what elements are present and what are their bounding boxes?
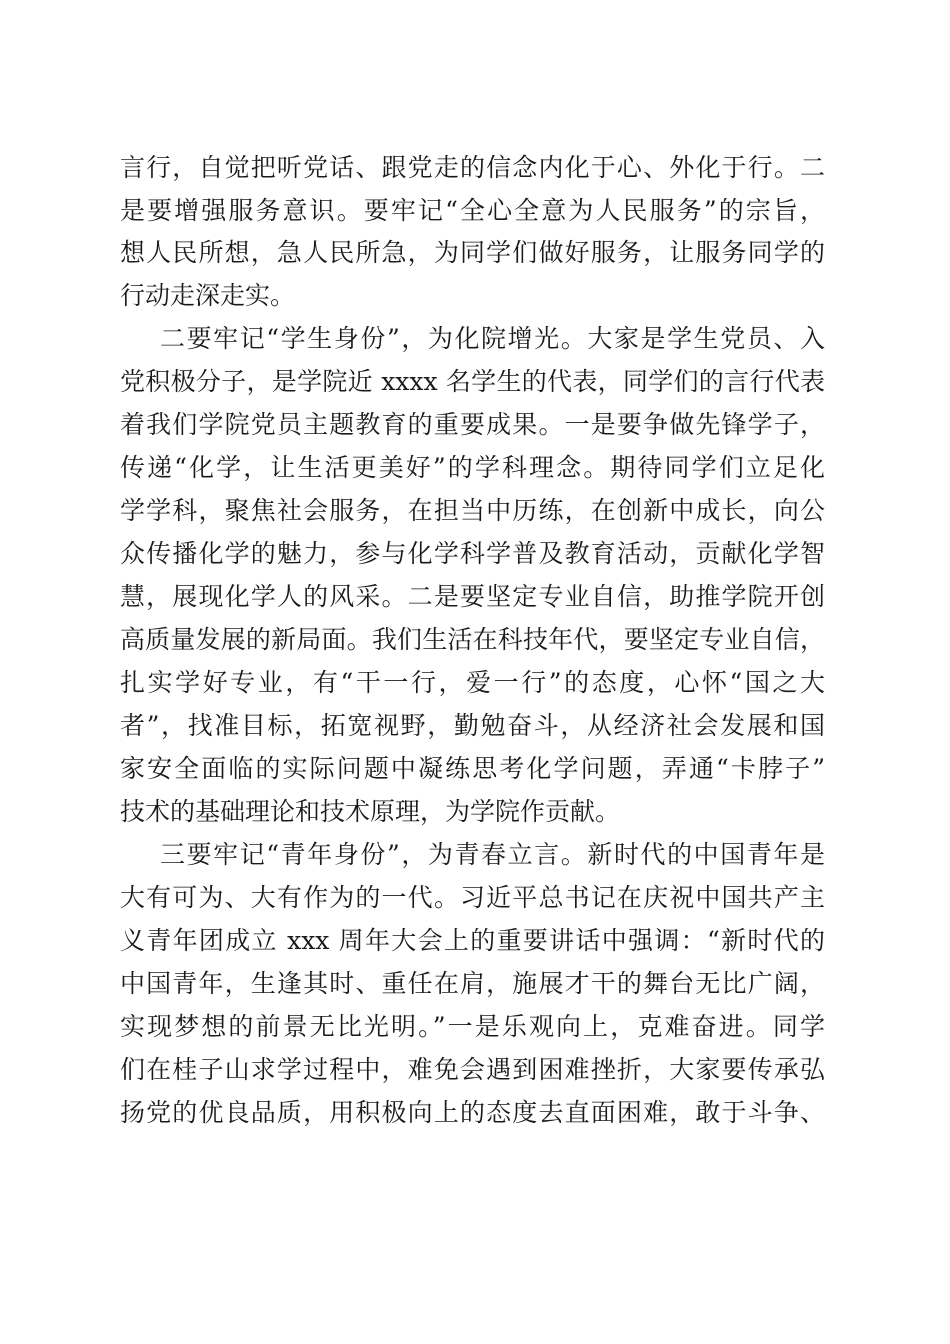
text-line: 扬党的优良品质，用积极向上的态度去直面困难，敢于斗争、 bbox=[120, 1098, 825, 1127]
text-line: 言行，自觉把听党话、跟党走的信念内化于心、外化于行。二 bbox=[120, 153, 825, 182]
text-line: 实现梦想的前景无比光明。”一是乐观向上，克难奋进。同学 bbox=[120, 1012, 825, 1041]
text-line: 家安全面临的实际问题中凝练思考化学问题，弄通“卡脖子” bbox=[120, 754, 825, 783]
text-line: 义青年团成立 xxx 周年大会上的重要讲话中强调：“新时代的 bbox=[120, 926, 825, 955]
text-line: 技术的基础理论和技术原理，为学院作贡献。 bbox=[120, 797, 621, 826]
text-line: 高质量发展的新局面。我们生活在科技年代，要坚定专业自信， bbox=[120, 625, 825, 654]
text-line: 们在桂子山求学过程中，难免会遇到困难挫折，大家要传承弘 bbox=[120, 1055, 825, 1084]
paragraph-first-line: 二要牢记“学生身份”，为化院增光。大家是学生党员、入 bbox=[160, 324, 825, 353]
text-line: 行动走深走实。 bbox=[120, 281, 296, 310]
text-line: 大有可为、大有作为的一代。习近平总书记在庆祝中国共产主 bbox=[120, 883, 825, 912]
text-line: 者”，找准目标，拓宽视野，勤勉奋斗，从经济社会发展和国 bbox=[120, 711, 825, 740]
text-line: 众传播化学的魅力，参与化学科学普及教育活动，贡献化学智 bbox=[120, 539, 825, 568]
text-line: 想人民所想，急人民所急，为同学们做好服务，让服务同学的 bbox=[120, 238, 825, 267]
text-line: 传递“化学，让生活更美好”的学科理念。期待同学们立足化 bbox=[120, 453, 825, 482]
text-line: 扎实学好专业，有“干一行，爱一行”的态度，心怀“国之大 bbox=[120, 668, 825, 697]
text-line: 党积极分子，是学院近 xxxx 名学生的代表，同学们的言行代表 bbox=[120, 367, 825, 396]
text-line: 慧，展现化学人的风采。二是要坚定专业自信，助推学院开创 bbox=[120, 582, 825, 611]
paragraph-first-line: 三要牢记“青年身份”，为青春立言。新时代的中国青年是 bbox=[160, 840, 825, 869]
text-line: 着我们学院党员主题教育的重要成果。一是要争做先锋学子， bbox=[120, 410, 825, 439]
text-line: 是要增强服务意识。要牢记“全心全意为人民服务”的宗旨， bbox=[120, 196, 825, 225]
text-line: 中国青年，生逢其时、重任在肩，施展才干的舞台无比广阔， bbox=[120, 969, 825, 998]
text-line: 学学科，聚焦社会服务，在担当中历练，在创新中成长，向公 bbox=[120, 496, 825, 525]
